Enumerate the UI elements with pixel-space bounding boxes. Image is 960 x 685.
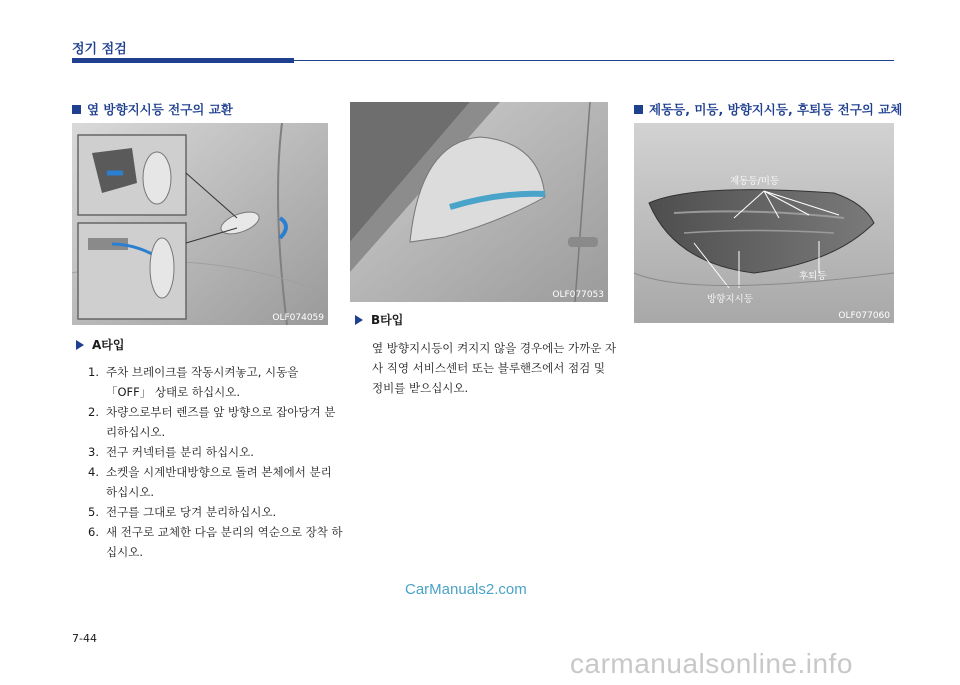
step-list — [88, 362, 343, 562]
figure-code: OLF077060 — [838, 311, 890, 321]
callout-reverse-lamp: 후퇴등 — [799, 271, 827, 282]
square-bullet-icon — [72, 105, 81, 114]
subtitle-type-a: A타입 — [76, 336, 124, 353]
type-b-paragraph: 옆 방향지시등이 켜지지 않을 경우에는 가까운 자사 직영 서비스센터 또는 블루핸즈에서 점검 및 정비를 받으십시오. — [372, 341, 617, 395]
header-bar — [72, 58, 294, 63]
section-title-rear-lamps: 제동등, 미등, 방향지시등, 후퇴등 전구의 교체 — [634, 100, 902, 118]
site-watermark: carmanualsonline.info — [570, 648, 853, 679]
subtitle-type-b: B타입 — [355, 311, 403, 328]
list-item: 4. 소켓을 시계반대방향으로 돌려 본체에서 분리 하십시오. — [88, 465, 332, 499]
square-bullet-icon — [634, 105, 643, 114]
figure-side-signal-b — [350, 102, 608, 302]
page-number: 7-44 — [72, 632, 97, 645]
list-item: 1. 주차 브레이크를 작동시켜놓고, 시동을「OFF」 상태로 하십시오. — [88, 365, 299, 399]
section-title-side-turn-signal: 옆 방향지시등 전구의 교환 — [72, 100, 233, 118]
callout-brake-tail-lamp: 제동등/미등 — [730, 176, 780, 187]
watermark: CarManuals2.com — [405, 581, 527, 598]
header-title: 정기 점검 — [72, 42, 127, 57]
figure-side-signal-a — [72, 123, 328, 325]
figure-code: OLF077053 — [552, 290, 604, 300]
list-item: 2. 차량으로부터 렌즈를 앞 방향으로 잡아당겨 분리하십시오. — [88, 405, 336, 439]
triangle-bullet-icon — [355, 315, 363, 325]
figure-rear-combination-lamp — [634, 123, 894, 323]
callout-turn-signal: 방향지시등 — [707, 294, 753, 305]
list-item: 5. 전구를 그대로 당겨 분리하십시오. — [88, 505, 277, 519]
figure-code: OLF074059 — [272, 313, 324, 323]
list-item: 3. 전구 커넥터를 분리 하십시오. — [88, 445, 254, 459]
triangle-bullet-icon — [76, 340, 84, 350]
list-item: 6. 새 전구로 교체한 다음 분리의 역순으로 장착 하십시오. — [88, 525, 343, 559]
header-rule — [294, 60, 894, 61]
